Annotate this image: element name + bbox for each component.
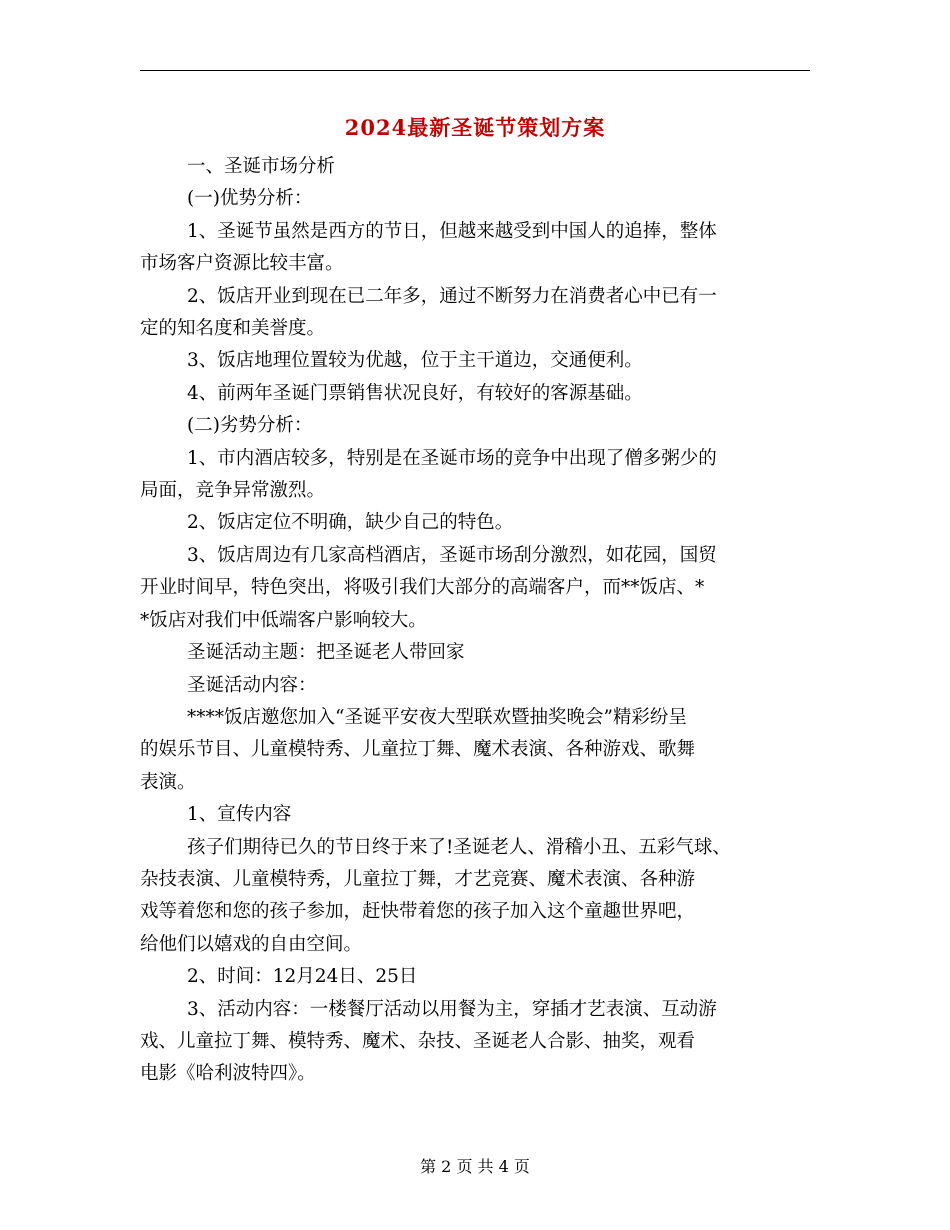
text-line: 2、饭店定位不明确，缺少自己的特色。 (187, 512, 514, 534)
document-title: 2024最新圣诞节策划方案 (344, 115, 606, 140)
text-line: 2、时间：12月24日、25日 (187, 966, 418, 988)
header-rule (140, 70, 810, 71)
text-line: *饭店对我们中低端客户影响较大。 (140, 609, 427, 631)
text-line: 一、圣诞市场分析 (187, 156, 336, 177)
text-line: 1、宣传内容 (187, 804, 292, 826)
text-line: 的娱乐节目、儿童模特秀、儿童拉丁舞、魔术表演、各种游戏、歌舞 (140, 739, 696, 761)
text-line: 1、市内酒店较多，特别是在圣诞市场的竞争中出现了僧多粥少的 (187, 447, 717, 469)
text-line: 戏等着您和您的孩子参加，赶快带着您的孩子加入这个童趣世界吧， (140, 901, 696, 923)
text-line: (二)劣势分析： (187, 415, 313, 437)
text-line: 定的知名度和美誉度。 (140, 318, 326, 340)
text-line: 圣诞活动内容： (187, 674, 317, 696)
text-line: 开业时间早，特色突出，将吸引我们大部分的高端客户，而**饭店、* (140, 577, 705, 599)
text-line: 3、饭店周边有几家高档酒店，圣诞市场刮分激烈，如花园，国贸 (187, 544, 717, 566)
text-line: 4、前两年圣诞门票销售状况良好，有较好的客源基础。 (187, 382, 643, 404)
text-line: 市场客户资源比较丰富。 (140, 253, 344, 275)
text-line: 戏、儿童拉丁舞、模特秀、魔术、杂技、圣诞老人合影、抽奖，观看 (140, 1030, 696, 1052)
text-line: 杂技表演、儿童模特秀，儿童拉丁舞，才艺竞赛、魔术表演、各种游 (140, 868, 696, 890)
text-line: 3、饭店地理位置较为优越，位于主干道边，交通便利。 (187, 350, 643, 372)
text-line: 电影《哈利波特四》。 (140, 1063, 316, 1085)
text-line: 圣诞活动主题：把圣诞老人带回家 (187, 642, 465, 664)
text-line: 3、活动内容：一楼餐厅活动以用餐为主，穿插才艺表演、互动游 (187, 998, 717, 1020)
text-line: 2、饭店开业到现在已二年多，通过不断努力在消费者心中已有一 (187, 285, 717, 307)
text-line: ****饭店邀您加入“圣诞平安夜大型联欢暨抽奖晚会”精彩纷呈 (187, 706, 687, 728)
text-line: 表演。 (140, 771, 196, 793)
text-line: 给他们以嬉戏的自由空间。 (140, 933, 363, 955)
text-line: (一)优势分析： (187, 188, 313, 210)
text-line: 局面，竞争异常激烈。 (140, 480, 326, 502)
text-line: 孩子们期待已久的节日终于来了!圣诞老人、滑稽小丑、五彩气球、 (187, 836, 731, 858)
document-body (140, 151, 810, 1091)
page-number: 第 2 页 共 4 页 (420, 1157, 530, 1176)
text-line: 1、圣诞节虽然是西方的节日，但越来越受到中国人的追捧，整体 (187, 220, 717, 242)
